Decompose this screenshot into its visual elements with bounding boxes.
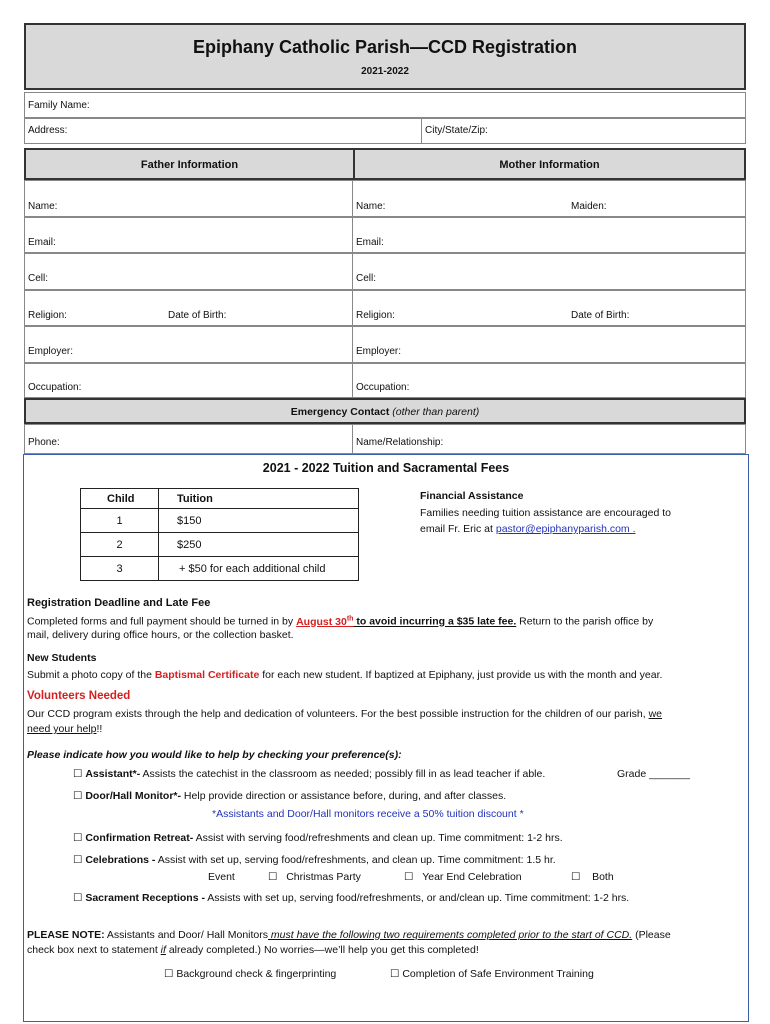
page-title: Epiphany Catholic Parish—CCD Registration: [192, 37, 578, 57]
mother-religion-label: Religion:: [356, 310, 395, 321]
both-option: [571, 869, 614, 885]
volunteers-text: [27, 706, 662, 722]
father-employer-label: Employer:: [28, 346, 74, 357]
tuition-child-cell: 2: [81, 533, 159, 557]
father-name-label: Name:: [28, 201, 58, 212]
father-cell-label: Cell:: [28, 273, 49, 284]
assistant-text: Assists the catechist in the classroom as needed; possibly fill in as lead teacher if able.: [140, 768, 546, 780]
new-students-heading: New Students: [27, 652, 97, 664]
city-label: City/State/Zip:: [425, 125, 488, 136]
door-monitor-checkbox[interactable]: ☐: [73, 790, 83, 802]
baptismal-certificate: Baptismal Certificate: [154, 669, 260, 681]
christmas-checkbox[interactable]: ☐: [268, 871, 278, 883]
deadline-text-2: Return to the parish office by: [516, 615, 654, 628]
financial-assistance-heading: Financial Assistance: [420, 490, 524, 502]
please-note-label: PLEASE NOTE:: [27, 929, 105, 941]
emergency-relationship-label: Name/Relationship:: [356, 437, 444, 448]
door-monitor-title: Door/Hall Monitor*-: [85, 790, 182, 802]
pastor-email-link[interactable]: pastor@epiphanyparish.com .: [495, 523, 636, 535]
emergency-row[interactable]: [24, 424, 746, 454]
safe-environment-label: Completion of Safe Environment Training: [402, 968, 594, 980]
sacrament-text: Assists with set up, serving food/refreshments, or and/clean up. Time commitment: 1-2 hrs.: [204, 892, 630, 904]
table-row: [81, 533, 359, 557]
please-note-text-2: (Please: [632, 929, 671, 941]
table-row: [81, 557, 359, 581]
tuition-child-cell: 3: [81, 557, 159, 581]
parent-row-employer[interactable]: [24, 326, 746, 363]
background-check-option: [164, 966, 336, 982]
assistant-checkbox[interactable]: ☐: [73, 768, 83, 780]
parent-row-email[interactable]: [24, 217, 746, 253]
grade-field[interactable]: Grade _______: [617, 768, 690, 780]
christmas-label: Christmas Party: [286, 871, 361, 883]
father-religion-label: Religion:: [28, 310, 67, 321]
volunteers-text-1: Our CCD program exists through the help and dedication of volunteers. For the best possible instruction for the children of our parish,: [27, 708, 646, 720]
volunteer-prompt: Please indicate how you would like to help by checking your preference(s):: [27, 749, 402, 761]
please-note-if: if: [160, 944, 166, 956]
please-note-text-1: Assistants and Door/ Hall Monitors: [104, 929, 268, 941]
year-end-checkbox[interactable]: ☐: [404, 871, 414, 883]
discount-note: *Assistants and Door/Hall monitors receive a 50% tuition discount *: [212, 808, 524, 820]
parent-row-occupation[interactable]: [24, 363, 746, 398]
door-monitor-option: [73, 788, 506, 804]
emergency-heading: [24, 398, 746, 424]
emergency-phone-label: Phone:: [28, 437, 60, 448]
volunteers-excl: !!: [96, 723, 103, 735]
parent-row-religion[interactable]: [24, 290, 746, 326]
year-end-label: Year End Celebration: [422, 871, 522, 883]
financial-assistance-text: Families needing tuition assistance are encouraged to: [420, 507, 671, 519]
new-students-text-2: for each new student. If baptized at Epiphany, just provide us with the month and year.: [259, 669, 663, 681]
address-label: Address:: [28, 125, 68, 136]
sacrament-title: Sacrament Receptions -: [85, 892, 205, 904]
mother-cell-label: Cell:: [356, 273, 377, 284]
retreat-text: Assist with serving food/refreshments and clean up. Time commitment: 1-2 hrs.: [193, 832, 563, 844]
tuition-col-tuition: Tuition: [159, 489, 359, 509]
father-heading: Father Information: [140, 159, 239, 171]
address-row[interactable]: [24, 118, 746, 144]
assistant-title: Assistant*-: [85, 768, 141, 780]
tuition-amount-cell: $150: [159, 509, 359, 533]
fees-title: 2021 - 2022 Tuition and Sacramental Fees: [262, 461, 510, 475]
please-note-text-4: already completed.) No worries—we’ll help you get this completed!: [165, 944, 479, 956]
please-note: [27, 927, 745, 943]
celebrations-text: Assist with set up, serving food/refreshments, and clean up. Time commitment: 1.5 hr.: [155, 854, 556, 866]
emergency-heading-text: Emergency Contact: [290, 406, 390, 418]
volunteers-we: we: [648, 708, 663, 720]
volunteers-need-help: need your help: [27, 723, 97, 735]
father-email-label: Email:: [28, 237, 56, 248]
mother-name-label: Name:: [356, 201, 386, 212]
both-checkbox[interactable]: ☐: [571, 871, 581, 883]
new-students-text: [27, 667, 662, 683]
deadline-date: August 30: [296, 615, 347, 628]
celebrations-option: [73, 852, 556, 868]
sacrament-checkbox[interactable]: ☐: [73, 892, 83, 904]
background-check-label: Background check & fingerprinting: [176, 968, 337, 980]
retreat-option: [73, 830, 563, 846]
assistant-option: [73, 766, 545, 782]
retreat-checkbox[interactable]: ☐: [73, 832, 83, 844]
event-label: Event: [208, 871, 235, 883]
safe-environment-option: [390, 966, 594, 982]
tuition-amount-cell: + $50 for each additional child: [159, 557, 359, 581]
emergency-heading-note: (other than parent): [392, 406, 480, 418]
tuition-table: [80, 488, 359, 581]
mother-heading: Mother Information: [499, 159, 600, 171]
parent-row-name[interactable]: [24, 180, 746, 217]
family-name-row[interactable]: [24, 92, 746, 118]
mother-dob-label: Date of Birth:: [571, 310, 630, 321]
deadline-date-sup: th: [346, 615, 354, 622]
tuition-child-cell: 1: [81, 509, 159, 533]
form-header: [24, 23, 746, 90]
background-check-checkbox[interactable]: ☐: [164, 968, 174, 980]
family-name-label: Family Name:: [28, 100, 90, 111]
retreat-title: Confirmation Retreat-: [85, 832, 194, 844]
volunteers-text-line2: [27, 721, 102, 737]
safe-environment-checkbox[interactable]: ☐: [390, 968, 400, 980]
celebrations-title: Celebrations -: [85, 854, 156, 866]
financial-assistance-email-line: [420, 521, 636, 537]
celebrations-checkbox[interactable]: ☐: [73, 854, 83, 866]
new-students-text-1: Submit a photo copy of the: [27, 669, 152, 681]
parent-info-heading: [24, 148, 746, 180]
christmas-party-option: [268, 869, 361, 885]
door-monitor-text: Help provide direction or assistance before, during, and after classes.: [181, 790, 507, 802]
please-note-text-3: check box next to statement: [27, 944, 158, 956]
deadline-text-3: mail, delivery during office hours, or the collection basket.: [27, 629, 294, 641]
please-note-line2: [27, 942, 479, 958]
father-occupation-label: Occupation:: [28, 382, 82, 393]
school-year: 2021-2022: [361, 66, 409, 77]
deadline-text-1: Completed forms and full payment should be turned in by: [27, 615, 294, 628]
table-row: [81, 509, 359, 533]
financial-assistance-text-2: email Fr. Eric at: [420, 523, 493, 535]
both-label: Both: [592, 871, 614, 883]
please-note-requirement: must have the following two requirements completed prior to the start of CCD.: [268, 929, 633, 941]
maiden-label: Maiden:: [571, 201, 607, 212]
late-fee-text: to avoid incurring a $35 late fee.: [353, 615, 517, 628]
volunteers-heading: Volunteers Needed: [27, 690, 131, 702]
parent-row-cell[interactable]: [24, 253, 746, 290]
year-end-option: [404, 869, 522, 885]
mother-email-label: Email:: [356, 237, 384, 248]
tuition-amount-cell: $250: [159, 533, 359, 557]
mother-occupation-label: Occupation:: [356, 382, 410, 393]
deadline-heading: Registration Deadline and Late Fee: [27, 597, 211, 609]
mother-employer-label: Employer:: [356, 346, 402, 357]
tuition-col-child: Child: [81, 489, 159, 509]
sacrament-option: [73, 890, 629, 906]
father-dob-label: Date of Birth:: [168, 310, 227, 321]
